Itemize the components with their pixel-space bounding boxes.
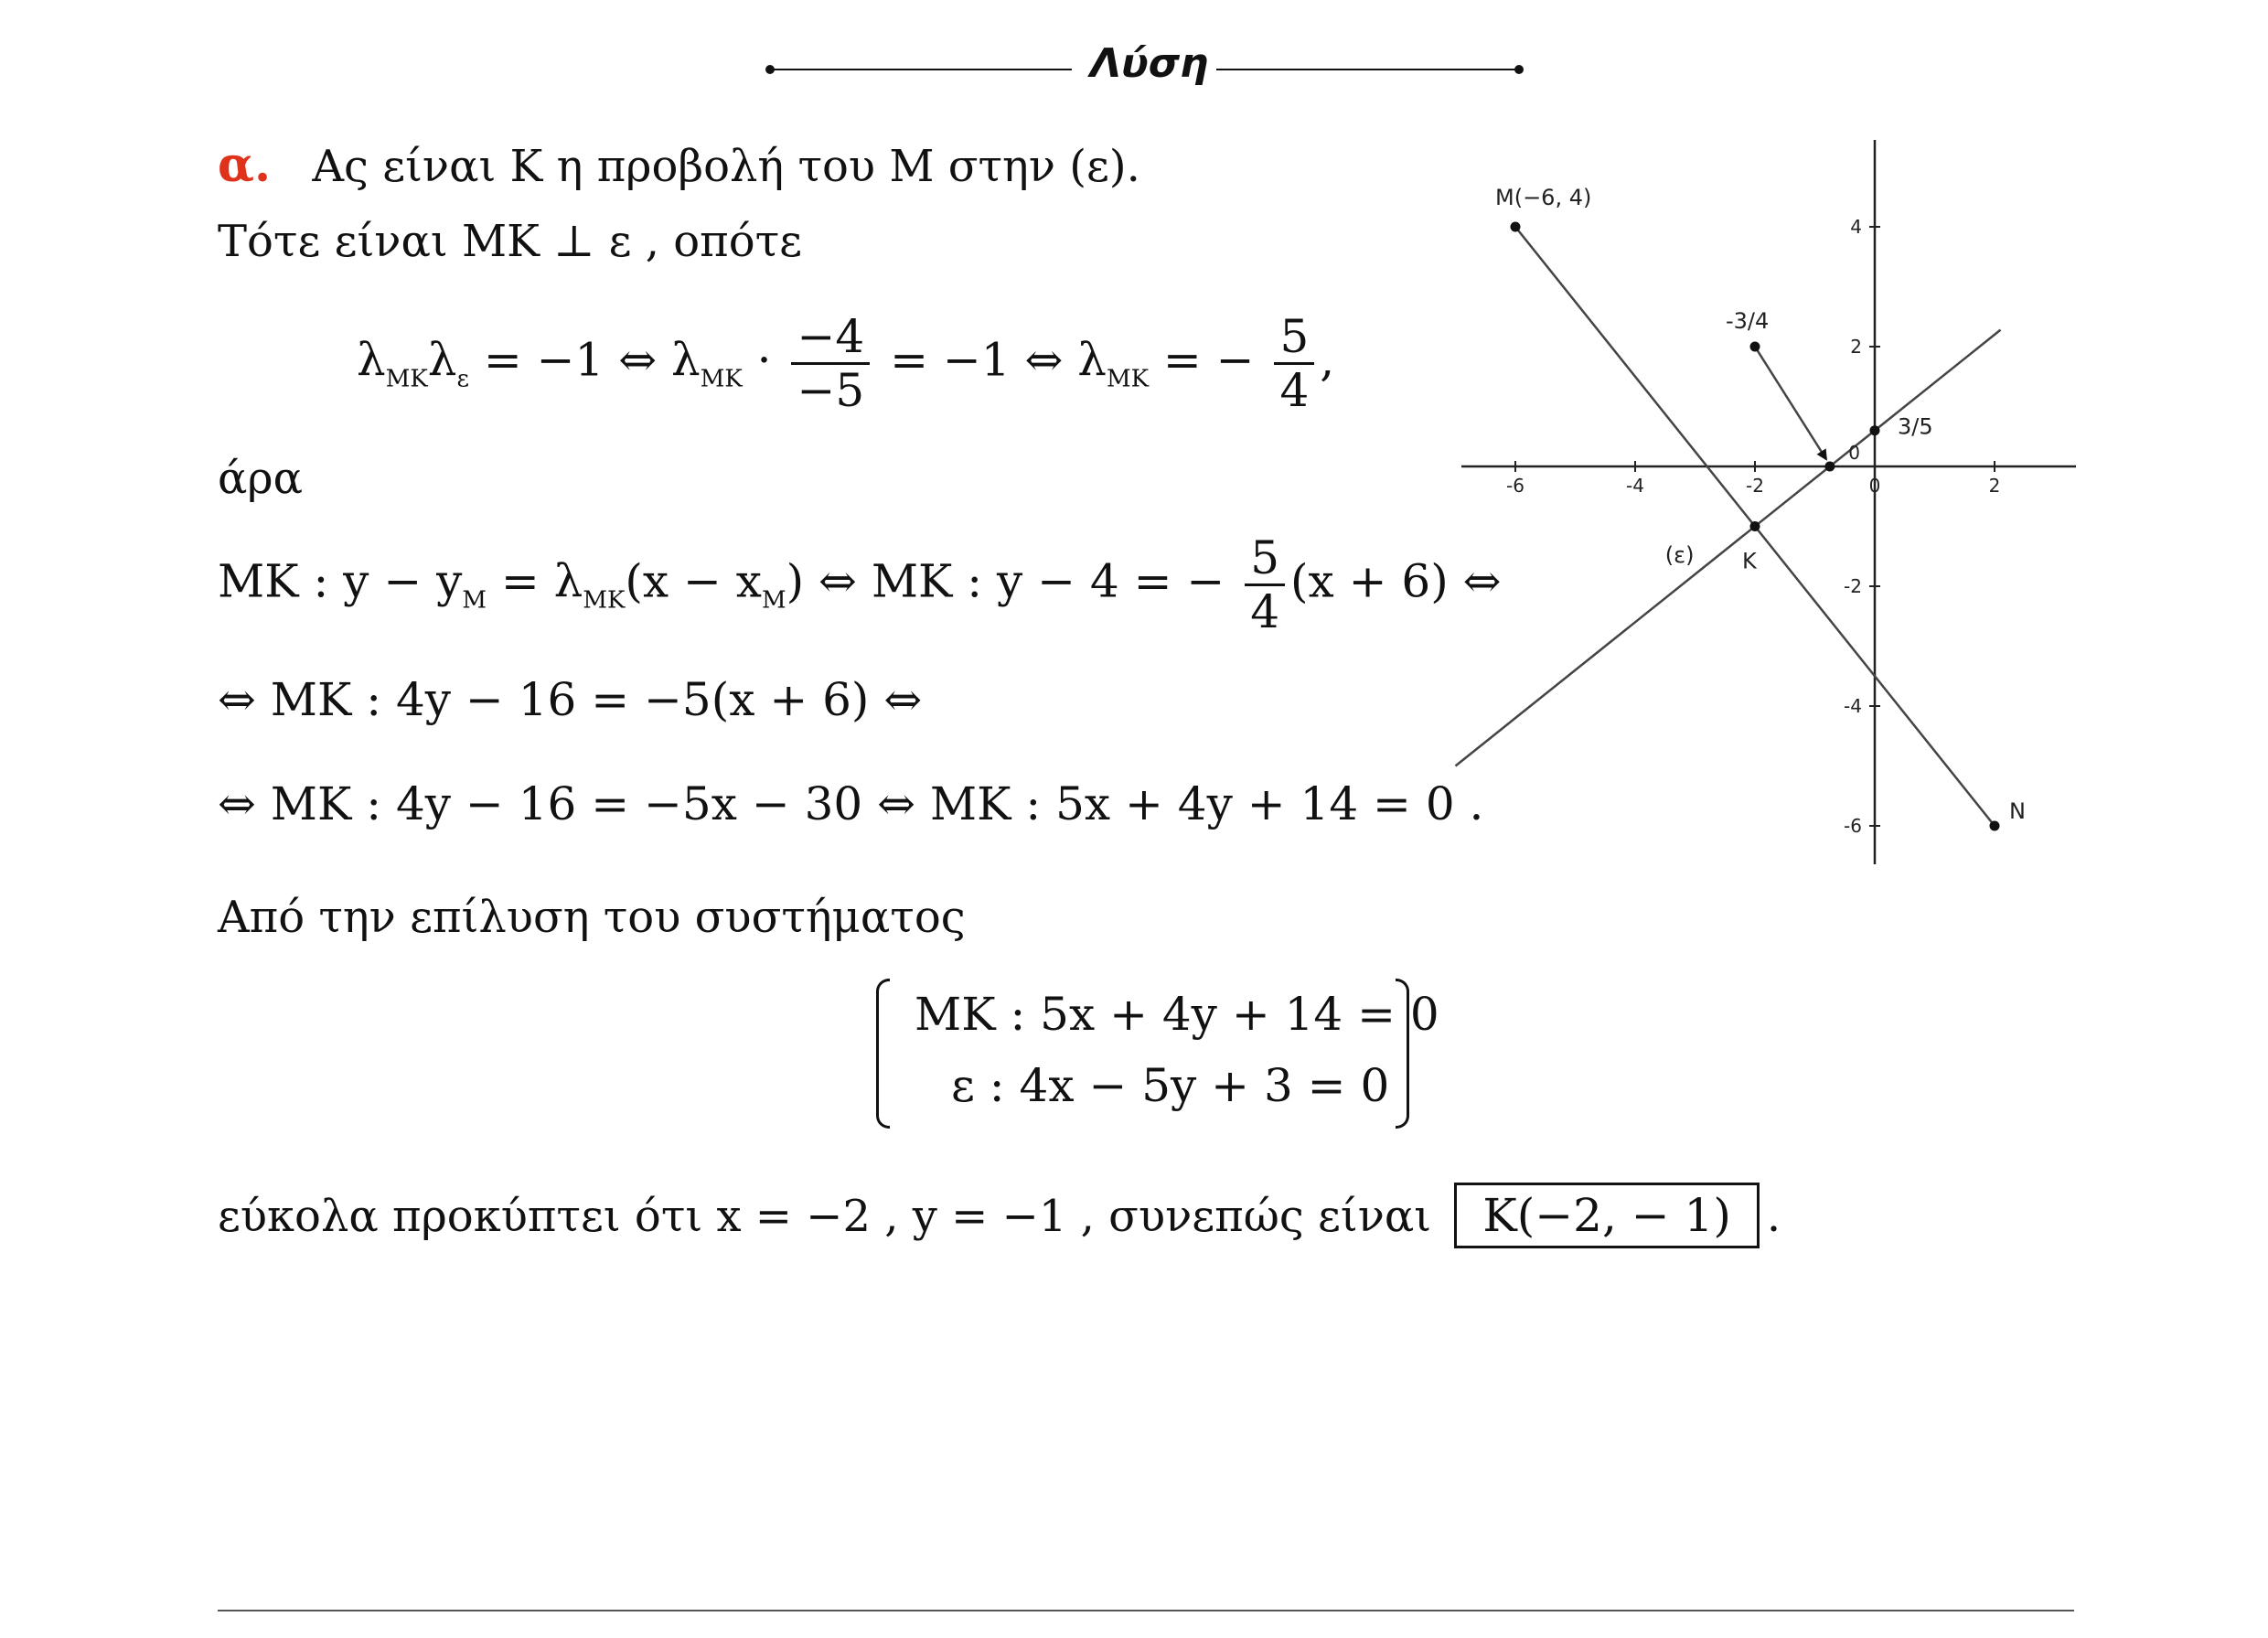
point-n xyxy=(1990,821,2000,831)
label-b: 3/5 xyxy=(1898,413,1933,440)
arrow-line xyxy=(1755,347,1826,459)
point-f xyxy=(1824,462,1835,472)
point-k xyxy=(1750,521,1760,531)
conclusion-text: εύκολα προκύπτει ότι x = −2 , y = −1 , συνεπώς είναι xyxy=(218,1191,1432,1242)
footer-rule xyxy=(218,1610,2074,1611)
graph-labels xyxy=(1495,185,2026,837)
eq1-part: λ xyxy=(427,333,457,387)
therefore-word: άρα xyxy=(218,453,304,504)
eq2-part: = λ xyxy=(486,554,583,608)
intro-line xyxy=(218,137,1140,193)
perpendicular-line: Τότε είναι ΜΚ ⊥ ε , οπότε xyxy=(218,216,803,267)
eq1-part: , xyxy=(1320,333,1335,387)
eq2-sub: Μ xyxy=(762,586,786,615)
page-title: Λύση xyxy=(1090,40,1209,87)
eq1-sub: ΜΚ xyxy=(385,365,428,393)
eq2-part: (x − x xyxy=(625,554,762,608)
y-tick-label: 2 xyxy=(1850,336,1862,358)
eq2-part: ) ⇔ ΜΚ : y − 4 = − xyxy=(786,554,1225,608)
answer-box: Κ(−2, − 1) xyxy=(1454,1183,1759,1248)
title-right-dot xyxy=(1514,65,1524,74)
y-tick-label: 4 xyxy=(1850,216,1862,238)
origin-label: 0 xyxy=(1848,442,1860,464)
fraction xyxy=(1245,532,1285,637)
system-row-1: ΜΚ : 5x + 4y + 14 = 0 xyxy=(915,988,1439,1041)
fraction-numerator: −4 xyxy=(791,311,870,365)
point-a xyxy=(1750,342,1760,352)
fraction-denominator: −5 xyxy=(797,364,865,417)
equation-step-3: ⇔ ΜΚ : 4y − 16 = −5(x + 6) ⇔ xyxy=(218,673,923,726)
answer-end: . xyxy=(1766,1191,1781,1242)
x-tick-label: 2 xyxy=(1988,475,2001,497)
conclusion-line xyxy=(218,1189,1781,1242)
eq1-part: = −1 ⇔ λ xyxy=(468,333,701,387)
label-epsilon: (ε) xyxy=(1664,541,1695,568)
label-k: K xyxy=(1742,548,1757,574)
label-m: M(−6, 4) xyxy=(1495,185,1592,210)
system-left-brace xyxy=(876,979,890,1129)
intro-text: Ας είναι Κ η προβολή του Μ στην (ε). xyxy=(312,141,1140,192)
fraction xyxy=(791,311,870,416)
graph-axes xyxy=(1461,140,2076,864)
y-tick-label: -6 xyxy=(1844,815,1862,837)
fraction-denominator: 4 xyxy=(1279,364,1310,417)
fraction-denominator: 4 xyxy=(1250,585,1280,638)
x-tick-label: -2 xyxy=(1746,475,1764,497)
slope-equation xyxy=(357,311,1334,416)
point-m xyxy=(1511,222,1521,232)
line-epsilon xyxy=(1456,330,2001,766)
y-tick-label: -2 xyxy=(1844,575,1862,597)
eq2-part: (x + 6) ⇔ xyxy=(1290,554,1502,608)
eq1-sub: ΜΚ xyxy=(1106,365,1149,393)
equation-step-4: ⇔ ΜΚ : 4y − 16 = −5x − 30 ⇔ ΜΚ : 5x + 4y + 14 = 0 . xyxy=(218,777,1484,830)
eq2-part: ΜΚ : y − y xyxy=(218,554,463,608)
eq1-part: λ xyxy=(357,333,386,387)
line-equation xyxy=(218,532,1502,637)
eq1-part: · xyxy=(742,333,772,387)
x-tick-label: -6 xyxy=(1506,475,1524,497)
eq2-sub: ΜΚ xyxy=(583,586,626,615)
title-left-rule xyxy=(770,69,1072,70)
eq1-sub: ε xyxy=(456,365,469,393)
point-b xyxy=(1870,425,1880,435)
fraction-numerator: 5 xyxy=(1245,532,1285,586)
fraction-numerator: 5 xyxy=(1274,311,1314,365)
title-right-rule xyxy=(1216,69,1518,70)
eq1-part: = − xyxy=(1149,333,1255,387)
label-n: N xyxy=(2009,798,2026,824)
fraction xyxy=(1274,311,1314,416)
eq1-part: = −1 ⇔ λ xyxy=(890,333,1107,387)
coordinate-graph xyxy=(1454,133,2085,873)
eq2-sub: Μ xyxy=(462,586,487,615)
y-tick-label: -4 xyxy=(1844,695,1862,717)
system-intro: Από την επίλυση του συστήματος xyxy=(218,892,966,943)
label-a: -3/4 xyxy=(1726,308,1770,334)
eq1-sub: ΜΚ xyxy=(700,365,743,393)
x-tick-label: 0 xyxy=(1868,475,1881,497)
part-label: α. xyxy=(218,137,272,193)
system-row-2: ε : 4x − 5y + 3 = 0 xyxy=(951,1059,1390,1112)
x-tick-label: -4 xyxy=(1626,475,1644,497)
